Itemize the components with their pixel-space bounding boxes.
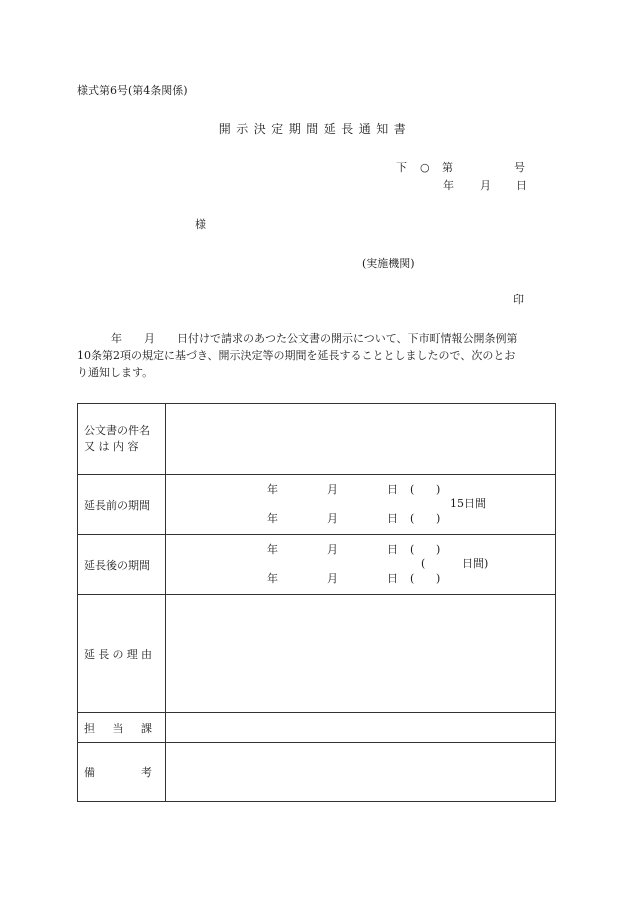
after-end-day: 日 <box>387 572 398 585</box>
before-end-paren-close: ) <box>436 512 441 525</box>
label-extension-reason-text: 延 長 の 理 由 <box>84 647 152 661</box>
before-duration: 15日間 <box>450 497 486 510</box>
date-day: 日 <box>516 179 527 192</box>
label-extension-reason <box>78 595 166 713</box>
body-line-1: 年 月 日付けで請求のあつた公文書の開示について、下市町情報公開条例第 <box>111 332 518 345</box>
row-document-subject <box>78 404 556 475</box>
value-period-after[interactable] <box>166 535 556 595</box>
value-department[interactable] <box>166 713 556 743</box>
addressee-suffix: 様 <box>195 218 206 231</box>
row-period-before <box>78 475 556 535</box>
label-department-text: 担 当 課 <box>84 721 152 735</box>
label-period-after: 延長後の期間 <box>78 535 166 595</box>
after-duration-paren-open: ( <box>421 557 426 570</box>
after-end-year: 年 <box>267 572 278 585</box>
before-start-paren-open: ( <box>410 483 415 496</box>
label-department <box>78 713 166 743</box>
document-title: 開示決定期間延長通知書 <box>218 122 412 136</box>
value-period-before[interactable] <box>166 475 556 535</box>
label-document-subject <box>78 404 166 475</box>
implementing-agency: (実施機関) <box>362 257 415 270</box>
after-start-month: 月 <box>327 543 338 556</box>
before-end-month: 月 <box>327 512 338 525</box>
after-start-paren-close: ) <box>436 543 441 556</box>
before-start-day: 日 <box>387 483 398 496</box>
after-end-month: 月 <box>327 572 338 585</box>
before-end-year: 年 <box>267 512 278 525</box>
after-end-paren-open: ( <box>410 572 415 585</box>
ref-dai: 第 <box>442 161 453 174</box>
before-end-paren-open: ( <box>410 512 415 525</box>
label-document-subject-line1: 公文書の件名 <box>84 424 150 437</box>
before-end-day: 日 <box>387 512 398 525</box>
ref-symbol: ○ <box>420 161 430 174</box>
after-start-year: 年 <box>267 543 278 556</box>
after-end-paren-close: ) <box>436 572 441 585</box>
ref-go: 号 <box>514 161 525 174</box>
label-remarks <box>78 743 166 802</box>
ref-prefix: 下 <box>396 161 407 174</box>
notice-table <box>77 403 556 802</box>
seal-mark: 印 <box>513 293 524 306</box>
date-year: 年 <box>443 179 454 192</box>
value-extension-reason[interactable] <box>166 595 556 713</box>
after-start-day: 日 <box>387 543 398 556</box>
before-start-paren-close: ) <box>436 483 441 496</box>
before-start-year: 年 <box>267 483 278 496</box>
form-number: 様式第6号(第4条関係) <box>77 84 188 97</box>
after-duration-unit: 日間) <box>462 557 489 570</box>
date-month: 月 <box>480 179 491 192</box>
label-remarks-text: 備 考 <box>84 766 152 779</box>
value-document-subject[interactable] <box>166 404 556 475</box>
body-line-3: り通知します。 <box>77 366 154 379</box>
label-document-subject-line2: 又 は 内 容 <box>84 440 139 453</box>
row-department <box>78 713 556 743</box>
value-remarks[interactable] <box>166 743 556 802</box>
row-extension-reason <box>78 595 556 713</box>
row-period-after <box>78 535 556 595</box>
label-period-before: 延長前の期間 <box>78 475 166 535</box>
before-start-month: 月 <box>327 483 338 496</box>
row-remarks <box>78 743 556 802</box>
body-line-2: 10条第2項の規定に基づき、開示決定等の期間を延長することとしましたので、次のとお <box>77 349 516 362</box>
notice-body <box>77 330 554 381</box>
after-start-paren-open: ( <box>410 543 415 556</box>
